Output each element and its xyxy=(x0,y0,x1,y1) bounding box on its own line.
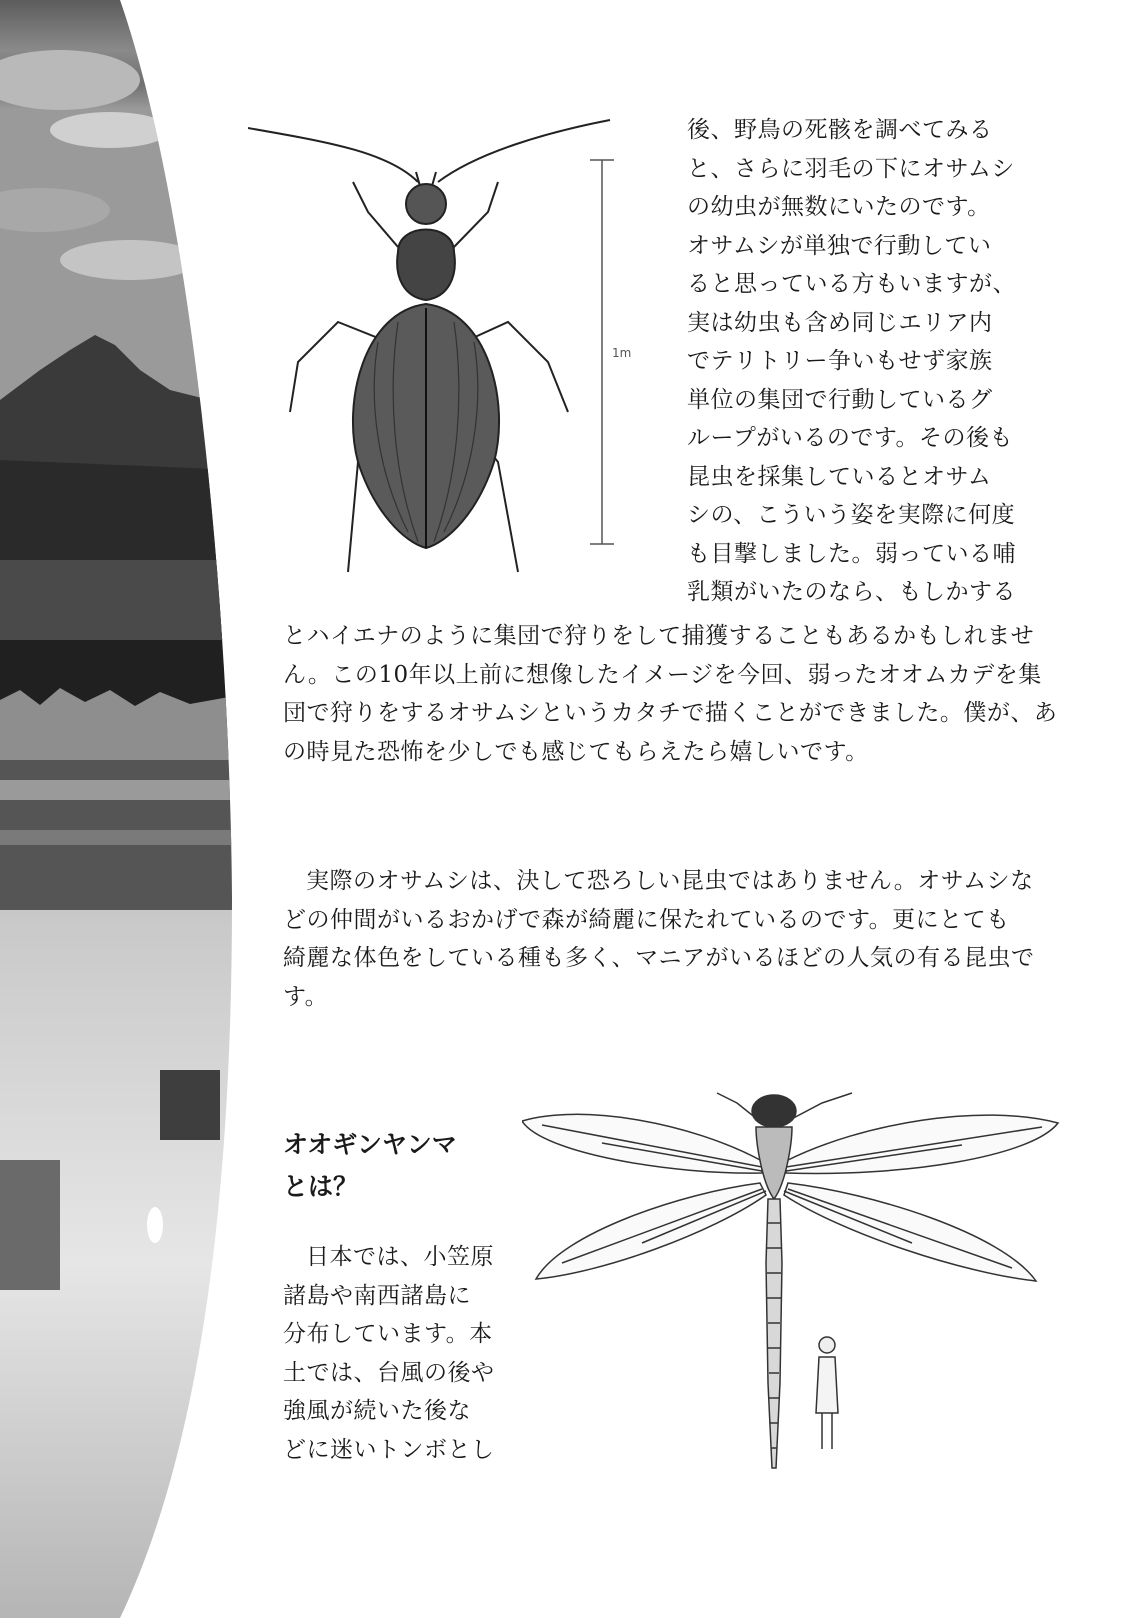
heading-line: オオギンヤンマ xyxy=(283,1130,457,1159)
text-line: ループがいるのです。その後も xyxy=(687,425,1014,451)
text-line: 乳類がいたのなら、もしかする xyxy=(687,579,1016,605)
text-line: 単位の集団で行動しているグ xyxy=(687,386,993,413)
text-line: の時見た恐怖を少しでも感じてもらえたら嬉しいです。 xyxy=(283,738,869,765)
text-line: オサムシが単独で行動してい xyxy=(687,232,992,259)
text-line: 強風が続いた後な xyxy=(283,1398,471,1424)
text-line: ん。この10年以上前に想像したイメージを今回、弱ったオオムカデを集 xyxy=(283,661,1042,688)
text-line: す。 xyxy=(283,983,329,1010)
bottom-column-text xyxy=(283,1238,495,1469)
text-line: 分布しています。本 xyxy=(283,1321,493,1347)
text-line: 日本では、小笠原 xyxy=(306,1244,494,1270)
text-line: 後、野鳥の死骸を調べてみる xyxy=(687,117,993,143)
paragraph-real-beetle xyxy=(283,862,1035,1016)
landscape-illustration xyxy=(0,0,240,1618)
heading-line: とは？ xyxy=(283,1172,359,1201)
section-heading xyxy=(283,1124,457,1208)
paragraph-hyena xyxy=(283,617,1057,771)
text-line: 綺麗な体色をしている種も多く、マニアがいるほどの人気の有る昆虫で xyxy=(283,945,1035,971)
text-line: 実際のオサムシは、決して恐ろしい昆虫ではありません。オサムシな xyxy=(306,868,1034,894)
dragonfly-illustration xyxy=(522,1083,1082,1493)
ground-beetle-illustration xyxy=(248,112,648,612)
text-line: ると思っている方もいますが、 xyxy=(687,271,1016,297)
text-line: と、さらに羽毛の下にオサムシ xyxy=(687,155,1015,182)
scale-label: 1m xyxy=(612,346,632,360)
text-line: どに迷いトンボとし xyxy=(283,1436,495,1463)
text-line: 土では、台風の後や xyxy=(283,1359,495,1386)
text-line: でテリトリー争いもせず家族 xyxy=(687,348,993,374)
text-line: 実は幼虫も含め同じエリア内 xyxy=(687,309,993,336)
text-line: も目撃しました。弱っている哺 xyxy=(687,540,1016,567)
text-line: の幼虫が無数にいたのです。 xyxy=(687,194,991,220)
text-line: 諸島や南西諸島に xyxy=(283,1282,471,1309)
text-line: 昆虫を採集しているとオサム xyxy=(687,463,992,490)
text-line: とハイエナのように集団で狩りをして捕獲することもあるかもしれませ xyxy=(283,623,1035,649)
text-line: どの仲間がいるおかげで森が綺麗に保たれているのです。更にとても xyxy=(283,906,1010,933)
text-line: 団で狩りをするオサムシというカタチで描くことができました。僕が、あ xyxy=(283,700,1058,726)
top-column-text xyxy=(687,111,1016,612)
text-line: シの、こういう姿を実際に何度 xyxy=(687,502,1016,528)
